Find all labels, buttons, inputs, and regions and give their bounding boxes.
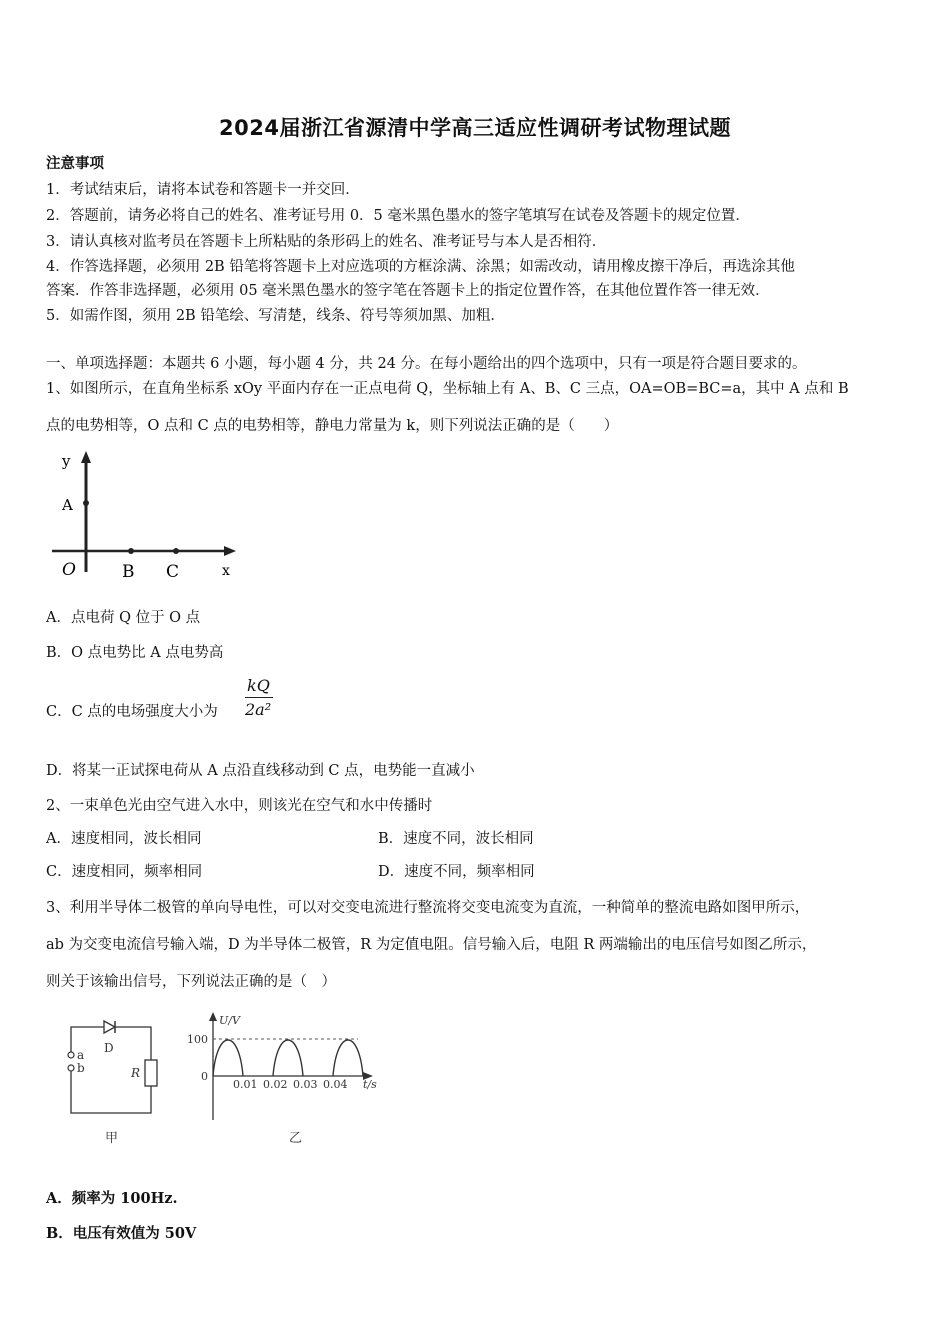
u-axis-label: U/V	[219, 1014, 240, 1027]
q3-option-b: B．电压有效值为 50V	[46, 1225, 197, 1242]
y-axis-arrow	[81, 451, 91, 463]
circuit-caption: 甲	[105, 1131, 119, 1146]
section-heading: 一、单项选择题：本题共 6 小题，每小题 4 分，共 24 分。在每小题给出的四个选项中，只有一项是符合题目要求的。	[46, 356, 807, 372]
origin-label: 0	[201, 1070, 208, 1083]
q2-option-a: A．速度相同，波长相同	[46, 831, 202, 847]
voltage-graph	[183, 1008, 393, 1150]
q2-option-d: D．速度不同，频率相同	[378, 864, 535, 880]
q1-option-c: C．C 点的电场强度大小为	[46, 704, 218, 720]
terminal-a	[68, 1052, 74, 1058]
fraction-numerator: kQ	[247, 676, 270, 695]
circuit-wire-top-left	[71, 1027, 104, 1052]
fraction-denominator: 2a²	[245, 700, 272, 719]
half-wave-2	[273, 1040, 303, 1076]
y-label: y	[62, 452, 71, 470]
point-b	[128, 548, 134, 554]
q1-stem-line2: 点的电势相等，O 点和 C 点的电势相等，静电力常量为 k，则下列说法正确的是（ ）	[46, 418, 619, 434]
x-label: x	[222, 563, 230, 579]
q1-option-d: D．将某一正试探电荷从 A 点沿直线移动到 C 点，电势能一直减小	[46, 763, 475, 779]
d-label: D	[104, 1041, 114, 1055]
q1-stem-line1: 1、如图所示，在直角坐标系 xOy 平面内存在一正点电荷 Q，坐标轴上有 A、B、C 三点，OA=OB=BC=a，其中 A 点和 B	[46, 381, 849, 397]
notice-item-1: 1．考试结束后，请将本试卷和答题卡一并交回．	[46, 182, 360, 198]
q3-stem-line2: ab 为交变电流信号输入端，D 为半导体二极管，R 为定值电阻。信号输入后，电阻 R 两端输出的电压信号如图乙所示，	[46, 937, 817, 953]
q3-stem-line3: 则关于该输出信号，下列说法正确的是（ ）	[46, 974, 336, 990]
diode-icon	[104, 1021, 115, 1033]
notice-item-3: 3．请认真核对监考员在答题卡上所粘贴的条形码上的姓名、准考证号与本人是否相符．	[46, 234, 607, 250]
t-tick-4: 0.04	[323, 1078, 348, 1091]
t-axis-label: t/s	[363, 1078, 377, 1091]
q3-option-a: A．频率为 100Hz.	[46, 1190, 178, 1207]
q3-stem-line1: 3、利用半导体二极管的单向导电性，可以对交变电流进行整流将交变电流变为直流，一种简单的整流电路如图甲所示，	[46, 900, 810, 916]
q1-axes-figure	[44, 447, 244, 585]
q1-option-b: B．O 点电势比 A 点电势高	[46, 645, 224, 661]
notice-item-4-cont: 答案．作答非选择题，必须用 05 毫米黑色墨水的签字笔在答题卡上的指定位置作答，在其他位置作答一律无效．	[46, 283, 770, 299]
u-axis-arrow	[209, 1012, 217, 1021]
terminal-a-label: a	[77, 1048, 85, 1062]
resistor-icon	[145, 1060, 157, 1086]
graph-caption: 乙	[289, 1131, 303, 1146]
b-label: B	[122, 562, 135, 582]
q2-option-b: B．速度不同，波长相同	[378, 831, 534, 847]
point-a	[83, 500, 89, 506]
notice-item-5: 5．如需作图，须用 2B 铅笔绘、写清楚，线条、符号等须加黑、加粗．	[46, 308, 505, 324]
notice-heading: 注意事项	[46, 155, 104, 172]
o-label: O	[62, 560, 76, 580]
c-label: C	[166, 562, 180, 582]
t-tick-3: 0.03	[293, 1078, 318, 1091]
terminal-b	[68, 1065, 74, 1071]
q2-stem: 2、一束单色光由空气进入水中，则该光在空气和水中传播时	[46, 798, 433, 814]
half-wave-3	[333, 1040, 363, 1076]
notice-item-4: 4．作答选择题，必须用 2B 铅笔将答题卡上对应选项的方框涂满、涂黑；如需改动，请用橡皮擦干净后，再选涂其他	[46, 259, 795, 275]
r-label: R	[131, 1066, 141, 1080]
point-c	[173, 548, 179, 554]
circuit-wire-top-right	[115, 1027, 151, 1060]
half-wave-1	[213, 1040, 243, 1076]
rectifier-circuit	[60, 1015, 170, 1150]
notice-item-2: 2．答题前，请务必将自己的姓名、准考证号用 0．5 毫米黑色墨水的签字笔填写在试卷及答题卡的规定位置．	[46, 208, 750, 224]
fraction-bar	[245, 697, 273, 698]
x-axis-arrow	[224, 546, 236, 556]
terminal-b-label: b	[77, 1061, 85, 1075]
t-tick-1: 0.01	[233, 1078, 258, 1091]
t-tick-2: 0.02	[263, 1078, 288, 1091]
u-tick-100: 100	[187, 1033, 208, 1046]
q1-option-a: A．点电荷 Q 位于 O 点	[46, 610, 201, 626]
page-title: 2024届浙江省源清中学高三适应性调研考试物理试题	[219, 116, 731, 140]
q2-option-c: C．速度相同，频率相同	[46, 864, 203, 880]
a-label: A	[62, 496, 73, 514]
